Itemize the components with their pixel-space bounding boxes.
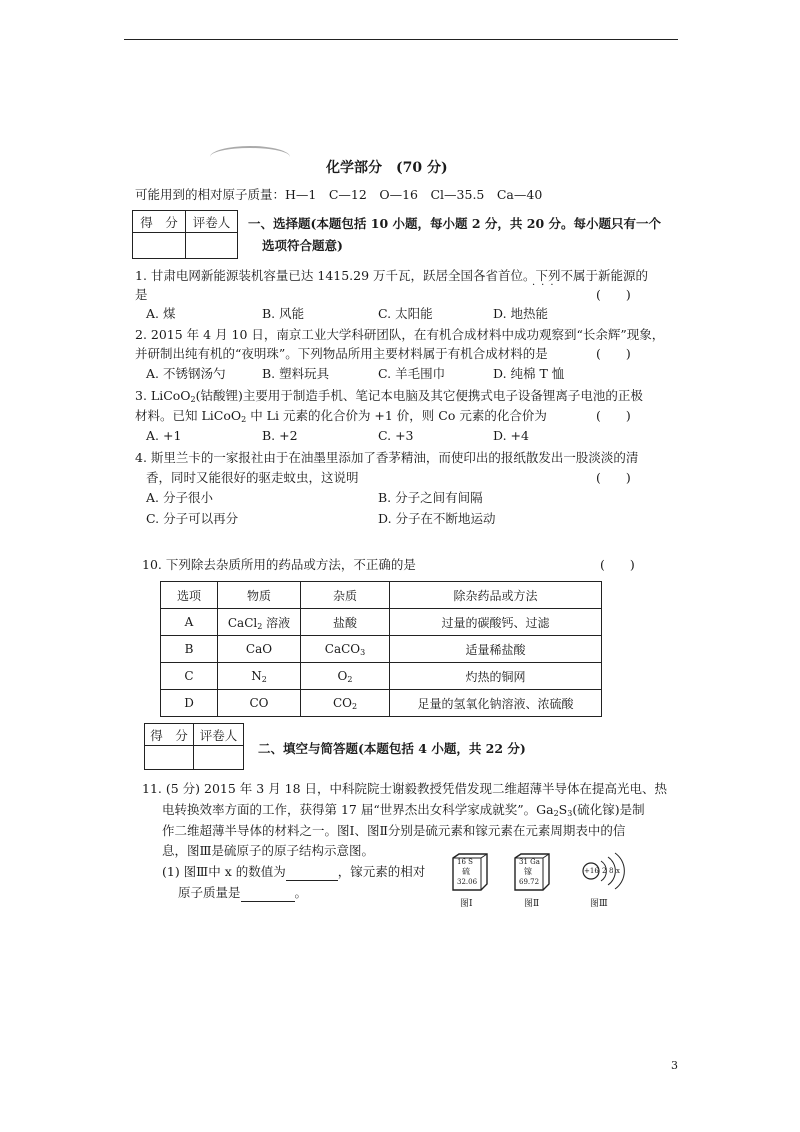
row-method: 过量的碳酸钙、过滤 — [390, 609, 602, 636]
atomic-masses: 可能用到的相对原子质量：H—1 C—12 O—16 Cl—35.5 Ca—40 — [135, 187, 543, 202]
row-option: B — [161, 636, 218, 663]
fig2-symbol: Ga — [530, 858, 540, 866]
q2-option-b: B. 塑料玩具 — [262, 366, 330, 381]
q3-option-b: B. +2 — [262, 428, 298, 443]
q4-stem-cont: 香，同时又能很好的驱走蚊虫，这说明 — [146, 470, 359, 485]
q2-stem: 2. 2015 年 4 月 10 日，南京工业大学科研团队，在有机合成材料中成功观察到“长余辉”现象， — [135, 327, 665, 342]
section1-heading-cont: 选项符合题意) — [262, 238, 343, 253]
answer-blank[interactable] — [241, 885, 295, 902]
q2-answer-paren[interactable]: ( ) — [596, 346, 631, 361]
q11-sub1-cont: 原子质量是 。 — [178, 885, 308, 900]
figure-gallium-cell — [511, 852, 551, 892]
q1-option-c: C. 太阳能 — [378, 306, 433, 321]
row-impurity: $O_2$ — [301, 663, 390, 690]
fig1-number: 16 — [457, 858, 466, 866]
row-impurity: $CO_2$ — [301, 690, 390, 717]
q11-line4: 息，图Ⅲ是硫原子的原子结构示意图。 — [162, 843, 375, 858]
q1-option-d: D. 地热能 — [493, 306, 549, 321]
fig3-shell-2: 8 — [609, 867, 614, 875]
table-header: 杂质 — [301, 582, 390, 609]
q4-answer-paren[interactable]: ( ) — [596, 470, 631, 485]
row-method: 适量稀盐酸 — [390, 636, 602, 663]
emphasis-dots: ··· — [532, 280, 560, 291]
grader-cell[interactable] — [186, 233, 238, 259]
row-substance: $N_2$ — [218, 663, 301, 690]
q1-option-b: B. 风能 — [262, 306, 305, 321]
q3-option-a: A. +1 — [146, 428, 182, 443]
fig3-caption: 图Ⅲ — [590, 899, 608, 909]
table-row — [161, 690, 602, 717]
q2-option-d: D. 纯棉 T 恤 — [493, 366, 565, 381]
section1-heading: 一、选择题(本题包括 10 小题，每小题 2 分，共 20 分。每小题只有一个 — [248, 216, 662, 231]
q10-stem: 10. 下列除去杂质所用的药品或方法，不正确的是 — [142, 557, 416, 572]
fig2-name: 镓 — [524, 867, 532, 876]
fig1-caption: 图Ⅰ — [460, 899, 473, 909]
q4-option-b: B. 分子之间有间隔 — [378, 490, 483, 505]
page-number: 3 — [671, 1059, 678, 1072]
score-cell[interactable] — [133, 233, 186, 259]
q11-sub1: (1) 图Ⅲ中 x 的数值为 ，镓元素的相对 — [162, 864, 426, 879]
grader-cell[interactable] — [194, 746, 244, 770]
q2-stem-cont: 并研制出纯有机的“夜明珠”。下列物品所用主要材料属于有机合成材料的是 — [135, 346, 548, 361]
q11-line2: 电转换效率方面的工作，获得第 17 届“世界杰出女科学家成就奖”。$Ga_2S_3$(硫化镓)是制 — [162, 802, 645, 818]
row-option: D — [161, 690, 218, 717]
score-label: 得 分 — [145, 724, 194, 746]
impurity-table — [160, 581, 602, 717]
q1-stem: 1. 甘肃电网新能源装机容量已达 1415.29 万千瓦，跃居全国各省首位。下列不属于新能源的 — [135, 268, 649, 283]
table-header: 物质 — [218, 582, 301, 609]
fig1-name: 硫 — [462, 867, 470, 876]
page-title: 化学部分 (70 分) — [326, 160, 448, 176]
table-header: 选项 — [161, 582, 218, 609]
fig3-shell-1: 2 — [602, 867, 607, 875]
q3-stem-cont: 材料。已知 LiCoO$_2$ 中 Li 元素的化合价为 +1 价，则 Co 元素的化合价为 — [135, 408, 547, 424]
score-box-2 — [144, 723, 244, 770]
row-impurity: CaCO$_3$ — [301, 636, 390, 663]
figure-sulfur-atom — [579, 848, 625, 894]
fig1-symbol: S — [468, 858, 473, 866]
q4-option-a: A. 分子很小 — [146, 490, 213, 505]
table-header: 除杂药品或方法 — [390, 582, 602, 609]
score-label: 得 分 — [133, 211, 186, 233]
q3-answer-paren[interactable]: ( ) — [596, 408, 631, 423]
q2-option-a: A. 不锈钢汤勺 — [146, 366, 226, 381]
q10-answer-paren[interactable]: ( ) — [600, 557, 635, 572]
score-box-1 — [132, 210, 238, 259]
q3-stem: 3. LiCoO$_2$(钴酸锂)主要用于制造手机、笔记本电脑及其它便携式电子设备锂离子电池的正极 — [135, 388, 643, 404]
table-row — [161, 663, 602, 690]
grader-label: 评卷人 — [186, 211, 238, 233]
row-method: 足量的氢氧化钠溶液、浓硫酸 — [390, 690, 602, 717]
row-option: A — [161, 609, 218, 636]
row-substance: CaO — [218, 636, 301, 663]
table-row — [161, 609, 602, 636]
grader-label: 评卷人 — [194, 724, 244, 746]
q2-option-c: C. 羊毛围巾 — [378, 366, 446, 381]
q3-option-d: D. +4 — [493, 428, 529, 443]
fig3-shell-3: x — [616, 867, 620, 875]
score-cell[interactable] — [145, 746, 194, 770]
row-option: C — [161, 663, 218, 690]
q3-option-c: C. +3 — [378, 428, 414, 443]
q4-option-c: C. 分子可以再分 — [146, 511, 239, 526]
q11-line3: 作二维超薄半导体的材料之一。图Ⅰ、图Ⅱ分别是硫元素和镓元素在元素周期表中的信 — [162, 823, 626, 838]
q4-option-d: D. 分子在不断地运动 — [378, 511, 496, 526]
fig2-mass: 69.72 — [519, 878, 540, 886]
top-rule — [124, 39, 678, 40]
section2-heading: 二、填空与简答题(本题包括 4 小题，共 22 分) — [258, 741, 526, 756]
q11-line1: 11. (5 分) 2015 年 3 月 18 日，中科院院士谢毅教授凭借发现二维超薄半导体在提高光电、热 — [142, 781, 668, 796]
figure-sulfur-cell — [449, 852, 489, 892]
row-method: 灼热的铜网 — [390, 663, 602, 690]
fig2-caption: 图Ⅱ — [524, 899, 540, 909]
table-row — [161, 636, 602, 663]
q1-answer-paren[interactable]: ( ) — [596, 287, 631, 302]
q4-stem: 4. 斯里兰卡的一家报社由于在油墨里添加了香茅精油，而使印出的报纸散发出一股淡淡的清 — [135, 450, 639, 465]
fig3-nucleus: +16 — [584, 867, 599, 875]
row-substance: CO — [218, 690, 301, 717]
answer-blank[interactable] — [286, 864, 338, 881]
row-substance: CaCl$_2$ 溶液 — [218, 609, 301, 636]
row-impurity: 盐酸 — [301, 609, 390, 636]
q1-option-a: A. 煤 — [146, 306, 176, 321]
fig2-number: 31 — [519, 858, 528, 866]
faded-stamp — [210, 146, 290, 168]
fig1-mass: 32.06 — [457, 878, 478, 886]
q1-stem-cont: 是 — [135, 287, 148, 302]
